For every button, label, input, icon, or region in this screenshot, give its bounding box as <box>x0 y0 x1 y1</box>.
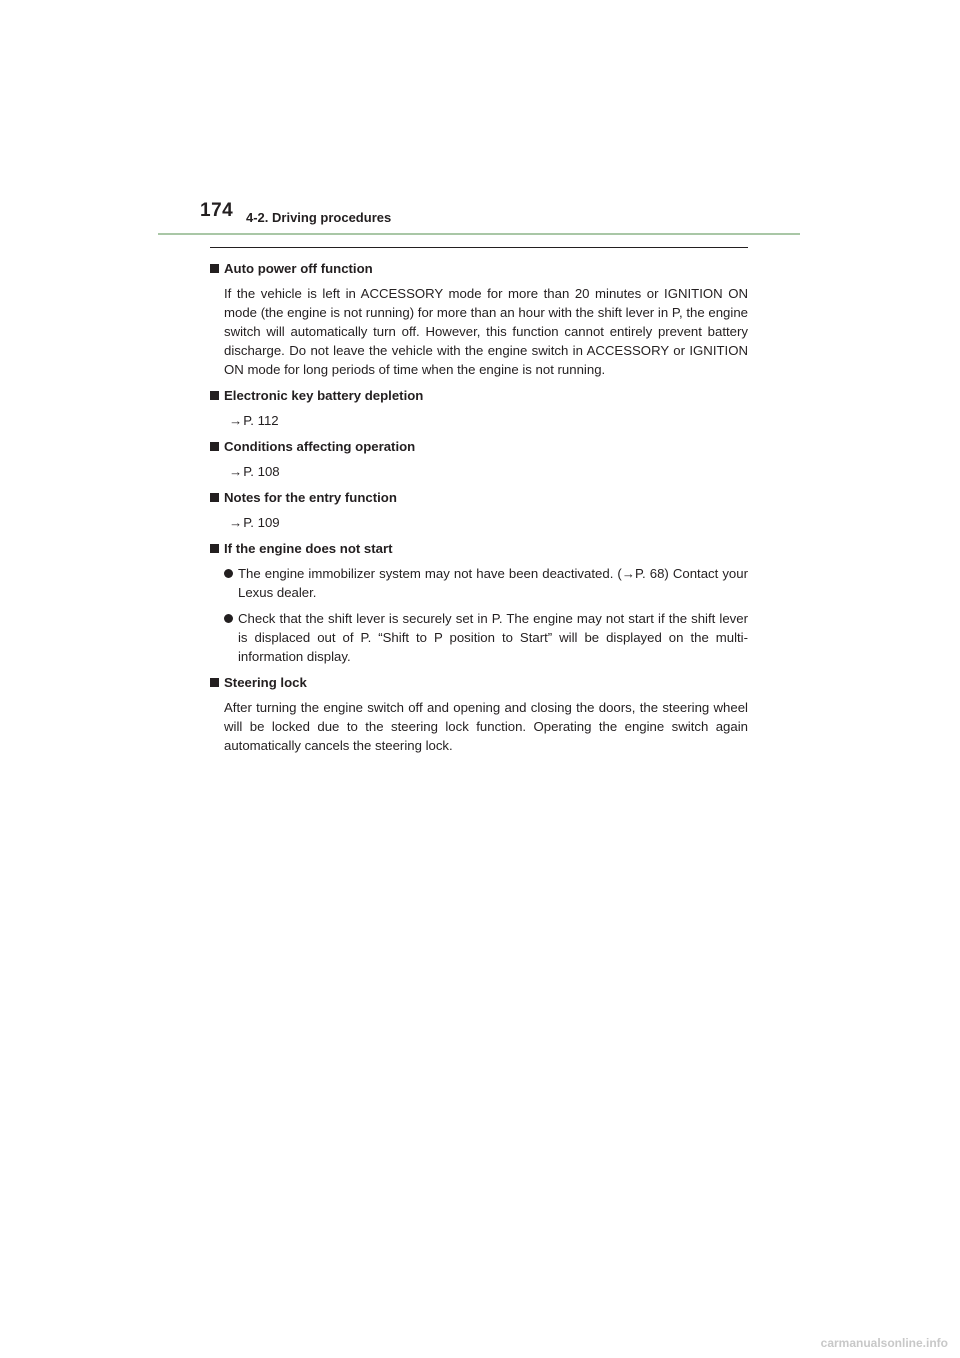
heading-text: Notes for the entry function <box>224 490 397 505</box>
round-bullet-icon <box>224 569 233 578</box>
section-engine-not-start <box>210 539 748 666</box>
section-conditions <box>210 437 748 481</box>
heading-text: Steering lock <box>224 675 307 690</box>
section-title: 4-2. Driving procedures <box>246 210 392 225</box>
section-heading <box>210 386 748 405</box>
section-steering-lock <box>210 673 748 755</box>
section-heading <box>210 539 748 558</box>
page-reference-text: P. 109 <box>243 515 280 530</box>
arrow-right-icon: → <box>229 413 243 428</box>
page-reference[interactable] <box>229 513 748 532</box>
heading-text: If the engine does not start <box>224 541 393 556</box>
square-bullet-icon <box>210 442 219 451</box>
list-item <box>224 564 748 602</box>
page-reference-text: P. 112 <box>243 413 279 428</box>
header-divider <box>158 233 800 235</box>
list-item <box>224 609 748 666</box>
section-heading <box>210 437 748 456</box>
page-reference-text: P. 108 <box>243 464 280 479</box>
list-item-text: Check that the shift lever is securely set in P. The engine may not start if the shift lever is displaced out of P. “Shift to P position to Start” will be displayed on the multi-information display. <box>238 611 748 664</box>
heading-text: Electronic key battery depletion <box>224 388 424 403</box>
content <box>210 259 748 762</box>
round-bullet-icon <box>224 614 233 623</box>
arrow-right-icon: → <box>229 464 243 479</box>
square-bullet-icon <box>210 391 219 400</box>
section-paragraph: If the vehicle is left in ACCESSORY mode for more than 20 minutes or IGNITION ON mode (the engine is not running) for more than an hour with the shift lever in P, the engine switch will automatically turn off. However, this function cannot entirely prevent battery discharge. Do not leave the vehicle with the engine switch in ACCESSORY or IGNITION ON mode for long periods of time when the engine is not running. <box>224 286 748 377</box>
square-bullet-icon <box>210 264 219 273</box>
section-key-battery <box>210 386 748 430</box>
square-bullet-icon <box>210 544 219 553</box>
page-reference[interactable] <box>229 411 748 430</box>
section-paragraph: After turning the engine switch off and opening and closing the doors, the steering wheel will be locked due to the steering lock function. Operating the engine switch again automatically cancels the steering lock. <box>224 700 748 753</box>
heading-text: Conditions affecting operation <box>224 439 416 454</box>
list-item-text: The engine immobilizer system may not have been deactivated. (→P. 68) Contact your Lexus dealer. <box>238 566 748 600</box>
section-entry-function <box>210 488 748 532</box>
arrow-right-icon: → <box>229 515 243 530</box>
square-bullet-icon <box>210 678 219 687</box>
section-heading <box>210 259 748 278</box>
watermark: carmanualsonline.info <box>820 1336 948 1350</box>
heading-text: Auto power off function <box>224 261 373 276</box>
section-auto-power-off <box>210 259 748 379</box>
section-heading <box>210 488 748 507</box>
page-number: 174 <box>200 200 234 221</box>
square-bullet-icon <box>210 493 219 502</box>
page-reference[interactable] <box>229 462 748 481</box>
section-heading <box>210 673 748 692</box>
content-divider <box>210 247 748 248</box>
